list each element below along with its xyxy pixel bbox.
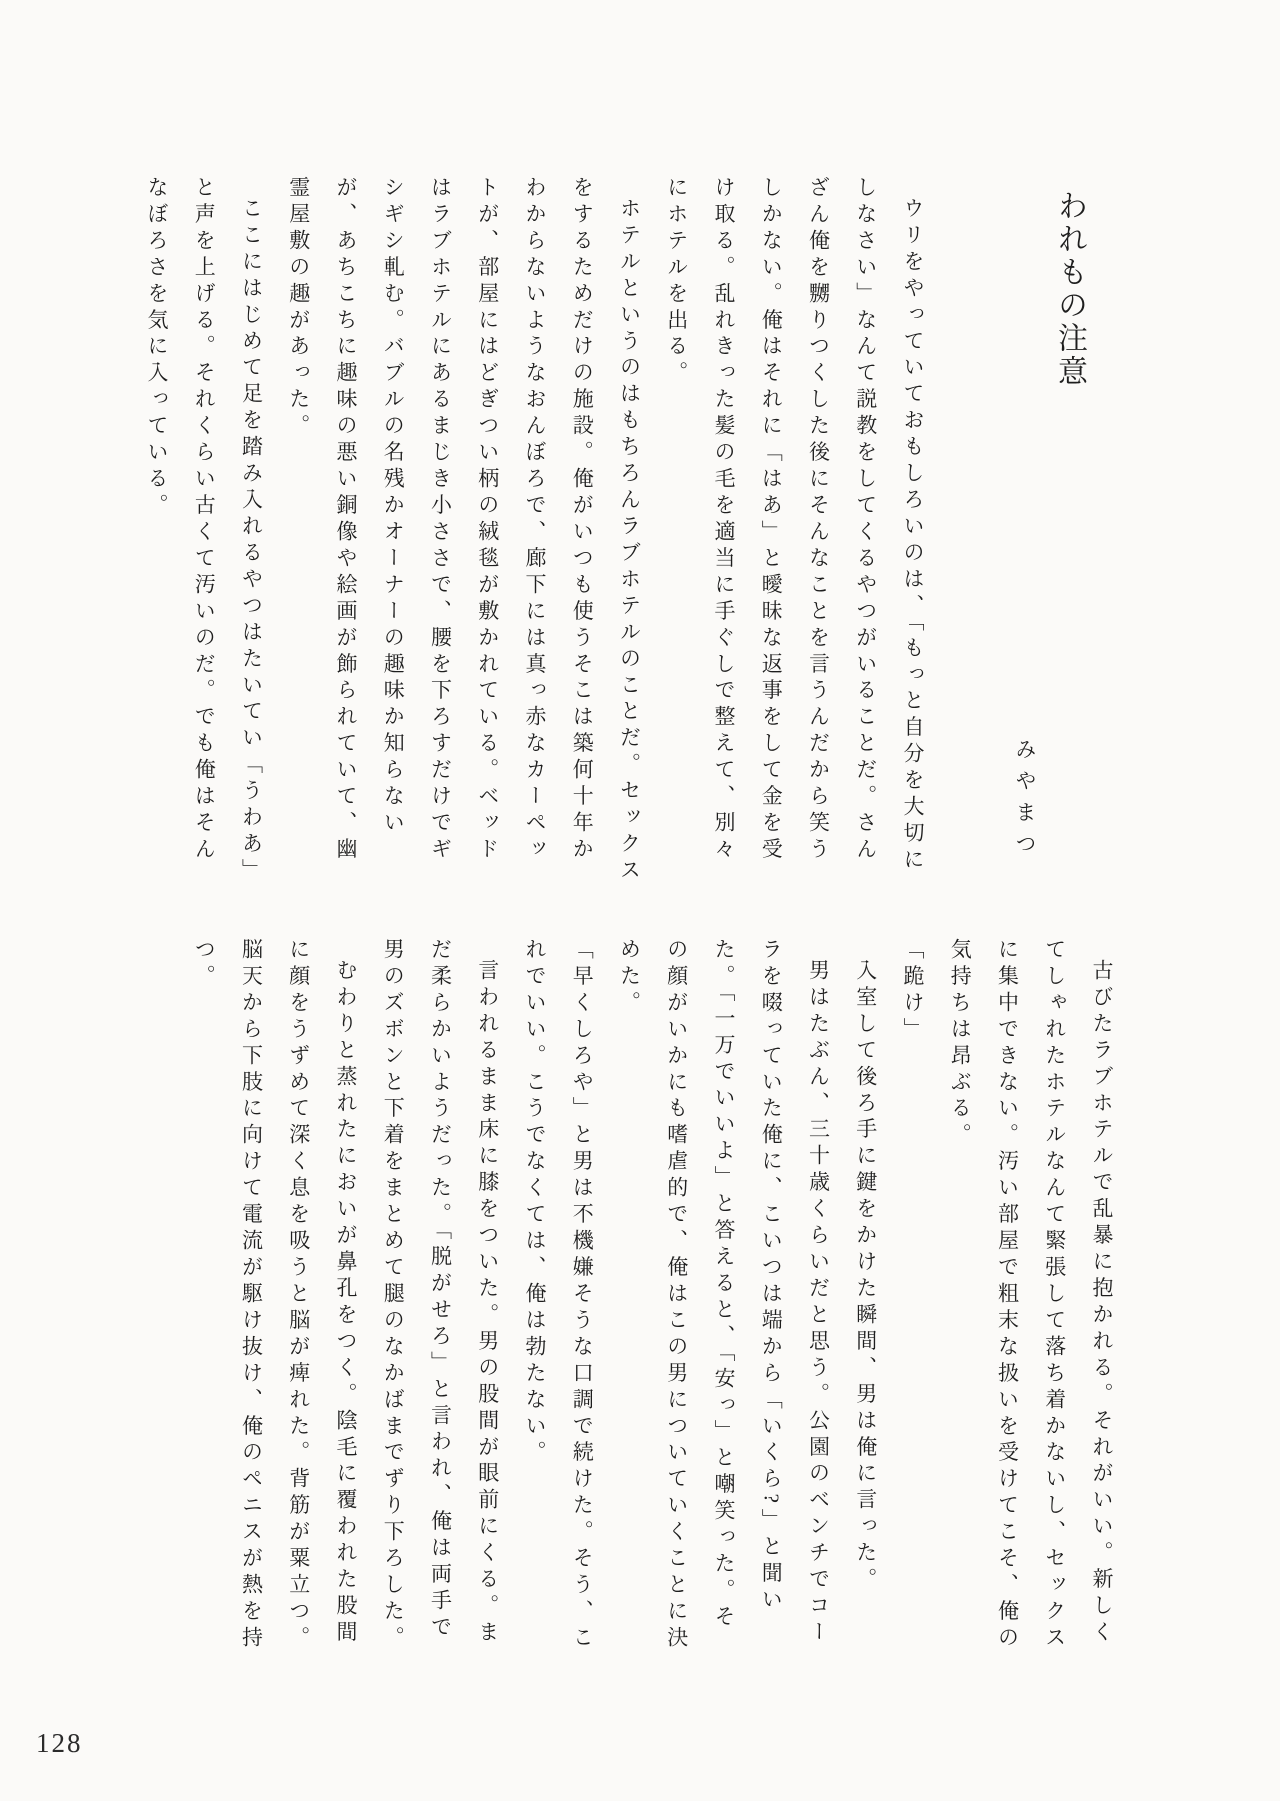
story-paragraph: むわりと蒸れたにおいが鼻孔をつく。陰毛に覆われた股間に顔をうずめて深く息を吸うと脳が痺れた。背筋が粟立つ。脳天から下肢に向けて電流が駆け抜け、俺のペニスが熱を持つ。 (192, 938, 358, 1653)
page-number: 128 (36, 1728, 83, 1758)
story-paragraph: 古びたラブホテルで乱暴に抱かれる。それがいい。新しくてしゃれたホテルなんて緊張して落ち着かないし、セックスに集中できない。汚い部屋で粗末な扱いを受けてこそ、俺の気持ちは昂ぶる。 (948, 938, 1114, 1653)
story-paragraph: 「跪け」 (901, 938, 925, 1044)
story-paragraph: ホテルというのはもちろんラブホテルのことだ。セックスをするためだけの施設。俺がいつも使うそこは築何十年かわからないようなおんぼろで、廊下には真っ赤なカーペットが、部屋にはどぎつい柄の絨毯が敷かれている。ベッドはラブホテルにあるまじき小ささで、腰を下ろすだけでギシギシ軋む。バブルの名残かオーナーの趣味か知らないが、あちこちに趣味の悪い銅像や絵画が飾られていて、幽霊屋敷の趣があった。 (286, 176, 642, 885)
story-body-top (133, 176, 936, 888)
story-paragraph: ここにはじめて足を踏み入れるやつはたいてい「うわあ」と声を上げる。それくらい古くて汚いのだ。でも俺はそんなぼろさを気に入っている。 (145, 176, 264, 885)
story-paragraph: 「早くしろや」と男は不機嫌そうな口調で続けた。そう、これでいい。こうでなくては、俺は勃たない。 (523, 938, 595, 1653)
story-paragraph: 言われるまま床に膝をついた。男の股間が眼前にくる。まだ柔らかいようだった。「脱がせろ」と言われ、俺は両手で男のズボンと下着をまとめて腿のなかばまでずり下ろした。 (381, 938, 500, 1653)
story-paragraph: 男はたぶん、三十歳くらいだと思う。公園のベンチでコーラを啜っていた俺に、こいつは端から「いくら?」と聞いた。「一万でいいよ」と答えると、「安っ」と嘲笑った。その顔がいかにも嗜虐的で、俺はこの男についていくことに決めた。 (617, 938, 831, 1653)
story-paragraph: 入室して後ろ手に鍵をかけた瞬間、男は俺に言った。 (853, 959, 878, 1595)
story-section-bottom (180, 938, 1125, 1654)
page-title: われもの注意 (1053, 190, 1086, 388)
story-section-top (133, 176, 1105, 888)
author-name: みやまつ (1013, 738, 1037, 864)
story-paragraph: ウリをやっていておもしろいのは、「もっと自分を大切にしなさい」なんて説教をしてくるやつがいることだ。さんざん俺を嬲りつくした後にそんなことを言うんだから笑うしかない。俺はそれに「はあ」と曖昧な返事をして金を受け取る。乱れきった髪の毛を適当に手ぐしで整えて、別々にホテルを出る。 (664, 176, 925, 875)
